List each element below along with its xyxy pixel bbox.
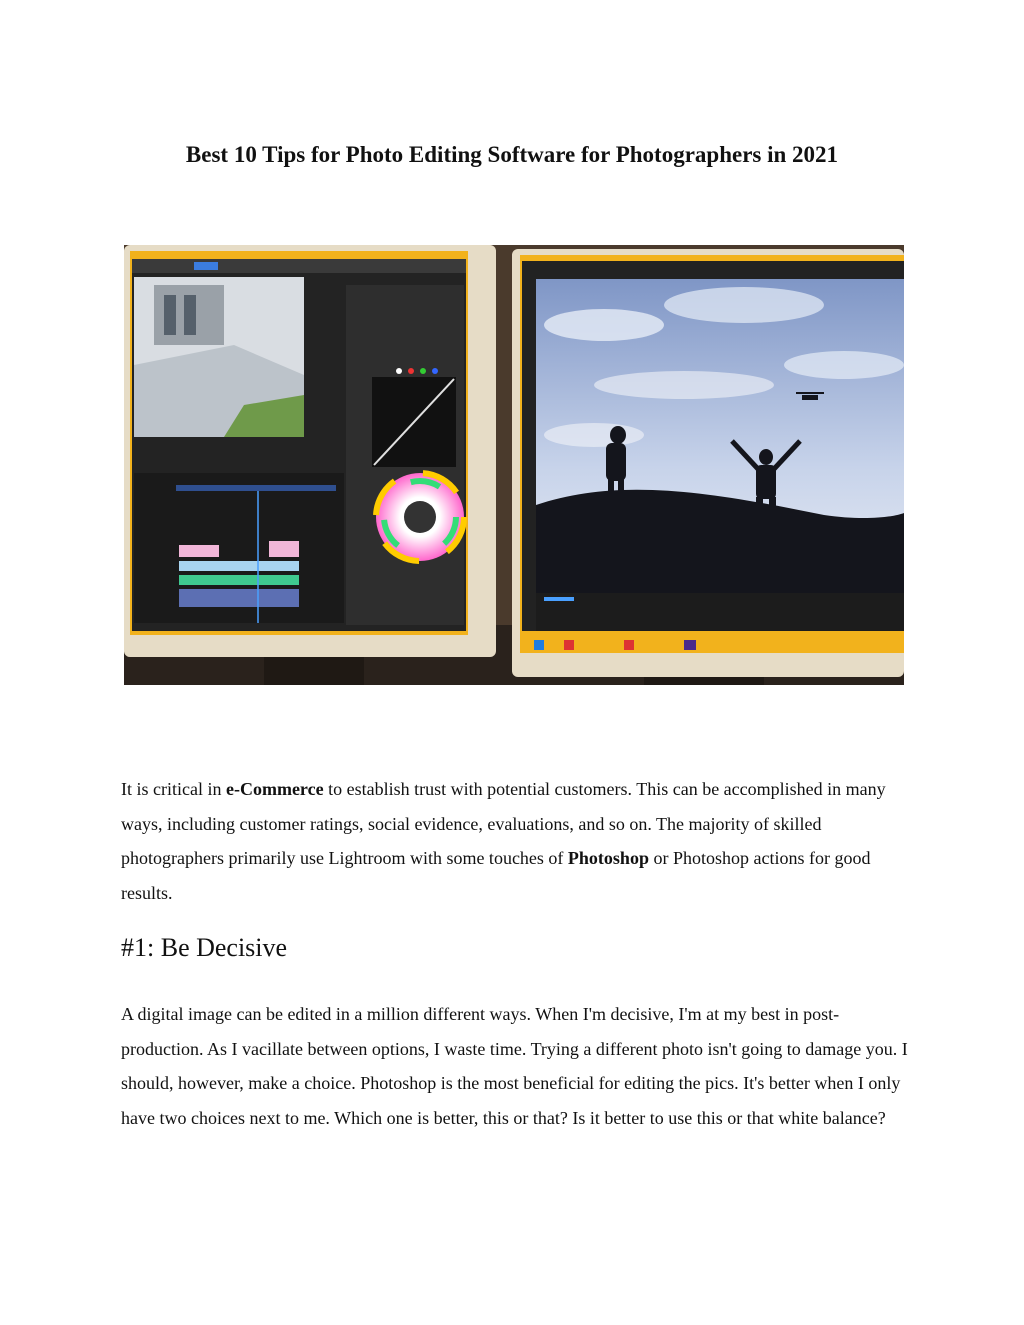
page-title: Best 10 Tips for Photo Editing Software for Photographers in 2021: [185, 142, 839, 167]
two-monitors-illustration: [124, 245, 904, 685]
right-monitor: [512, 249, 904, 677]
left-monitor: [124, 245, 496, 657]
intro-text-1: It is critical in: [121, 779, 226, 799]
photoshop-bold: Photoshop: [567, 848, 649, 868]
intro-text-2: to establish trust with potential customers. This can be accomplished in many ways, including customer ratings, social evidence, evaluations, and so on. The majority of skilled photographers primarily use Lightroom with some touches of: [121, 779, 886, 868]
section-heading: #1: Be Decisive: [121, 933, 288, 962]
hero-photo: [124, 245, 904, 685]
intro-text-3: or Photoshop actions for good results.: [121, 848, 871, 903]
section-paragraph: A digital image can be edited in a million different ways. When I'm decisive, I'm at my best in post-production. As I vacillate between options, I waste time. Trying a different photo isn't going to damage you. I should, however, make a choice. Photoshop is the most beneficial for editing the pics. It's better when I only have two choices next to me. Which one is better, this or that? Is it better to use this or that white balance?: [121, 1004, 908, 1128]
ecommerce-bold: e-Commerce: [225, 779, 324, 799]
intro-paragraph: [121, 772, 911, 910]
